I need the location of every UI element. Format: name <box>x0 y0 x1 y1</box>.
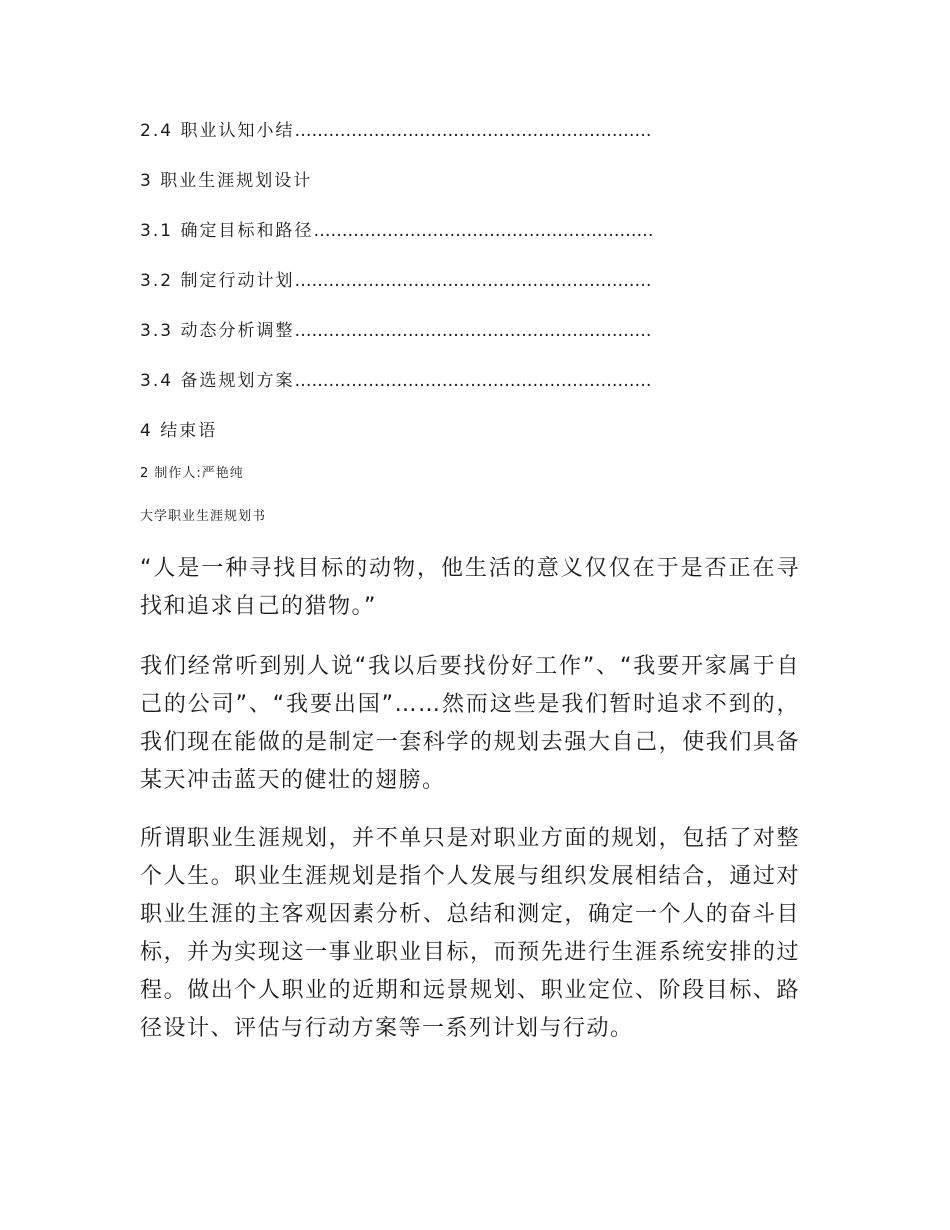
toc-entry-text: 3.1 确定目标和路径 <box>140 221 314 241</box>
table-of-contents <box>140 118 800 468</box>
document-header-title: 大学职业生涯规划书 <box>140 509 267 524</box>
toc-leader-dots: ……………………………………………………… <box>294 371 652 391</box>
page-footer-note: 2 制作人:严艳纯 <box>140 466 244 481</box>
toc-entry-text: 3.2 制定行动计划 <box>140 271 295 291</box>
toc-entry-3 <box>140 168 800 218</box>
toc-entry-3-2 <box>140 268 800 318</box>
toc-entry-text: 4 结束语 <box>140 421 218 441</box>
toc-entry-3-4 <box>140 368 800 418</box>
toc-entry-text: 3.3 动态分析调整 <box>140 321 295 341</box>
toc-entry-4 <box>140 418 800 468</box>
toc-entry-3-3 <box>140 318 800 368</box>
toc-leader-dots: ……………………………………………………… <box>294 121 652 141</box>
toc-leader-dots: …………………………………………………… <box>313 221 654 241</box>
body-paragraph-1: 我们经常听到别人说“我以后要找份好工作”、“我要开家属于自己的公司”、“我要出国”……然而这些是我们暂时追求不到的，我们现在能做的是制定一套科学的规划去强大自己，使我们具备某天冲击蓝天的健壮的翅膀。 <box>140 654 800 793</box>
toc-leader-dots: ……………………………………………………… <box>294 321 652 341</box>
toc-entry-text: 3.4 备选规划方案 <box>140 371 295 391</box>
toc-entry-3-1 <box>140 218 800 268</box>
toc-leader-dots: ……………………………………………………… <box>294 271 652 291</box>
toc-entry-text: 2.4 职业认知小结 <box>140 121 295 141</box>
body-paragraph-2: 所谓职业生涯规划，并不单只是对职业方面的规划，包括了对整个人生。职业生涯规划是指个人发展与组织发展相结合，通过对职业生涯的主客观因素分析、总结和测定，确定一个人的奋斗目标，并为实现这一事业职业目标，而预先进行生涯系统安排的过程。做出个人职业的近期和远景规划、职业定位、阶段目标、路径设计、评估与行动方案等一系列计划与行动。 <box>140 826 800 1041</box>
toc-entry-text: 3 职业生涯规划设计 <box>140 171 313 191</box>
opening-quote: “人是一种寻找目标的动物，他生活的意义仅仅在于是否正在寻找和追求自己的猎物。” <box>140 556 800 619</box>
toc-entry-2-4 <box>140 118 800 168</box>
